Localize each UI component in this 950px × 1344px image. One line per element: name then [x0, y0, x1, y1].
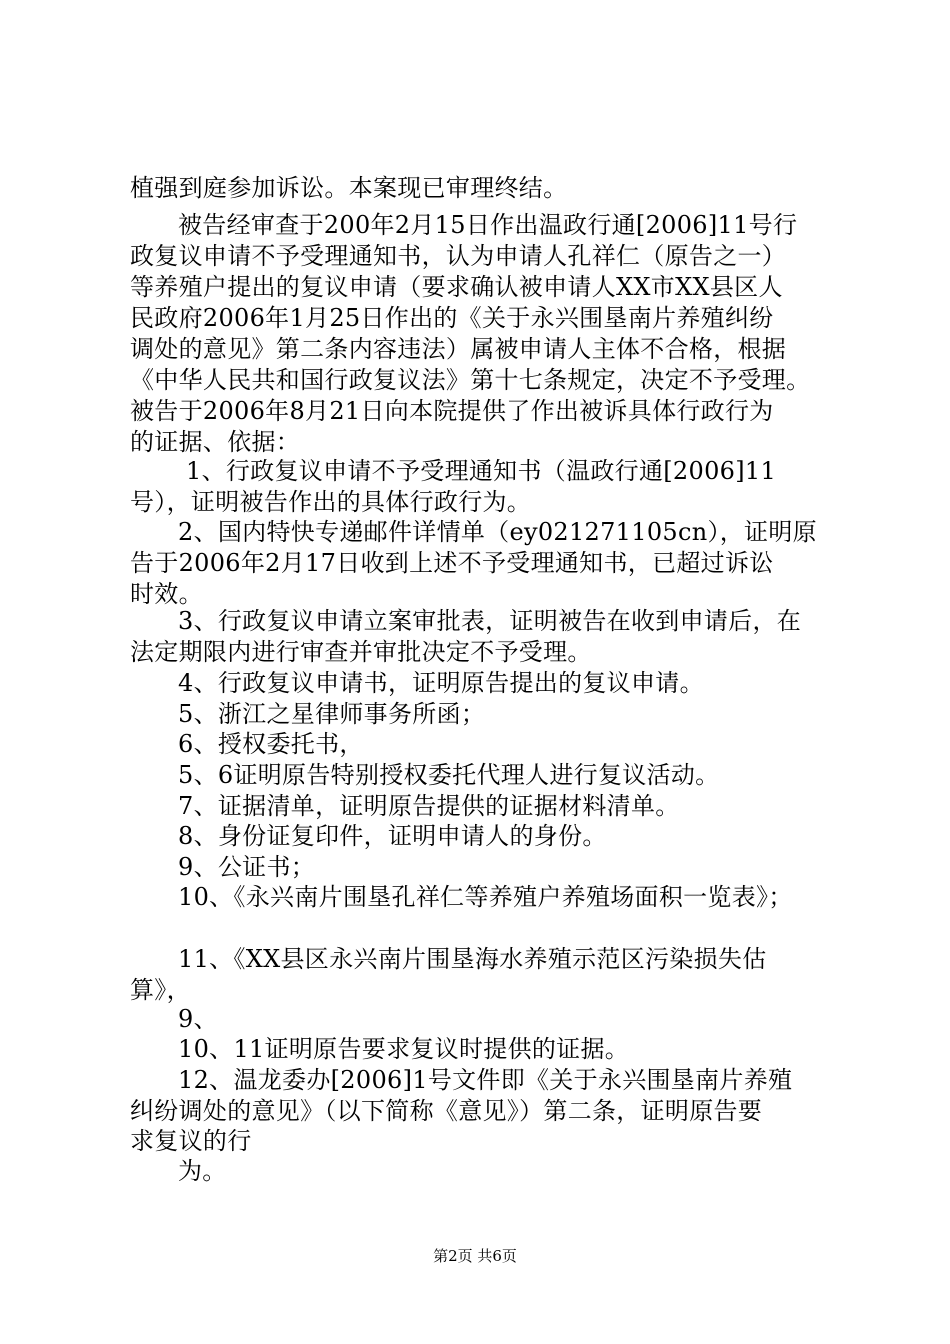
- text-line: 4、行政复议申请书，证明原告提出的复议申请。: [178, 669, 704, 697]
- text-line: 1、行政复议申请不予受理通知书（温政行通[2006]11: [186, 457, 777, 485]
- text-line: 6、授权委托书，: [178, 730, 364, 758]
- text-line: 告于2006年2月17日收到上述不予受理通知书，已超过诉讼: [130, 549, 774, 577]
- text-line: 政复议申请不予受理通知书，认为申请人孔祥仁（原告之一）: [130, 242, 787, 270]
- text-line: 8、身份证复印件，证明申请人的身份。: [178, 822, 607, 850]
- text-line: 为。: [178, 1157, 227, 1185]
- text-line: 求复议的行: [130, 1127, 252, 1155]
- text-line: 9、公证书；: [178, 853, 316, 881]
- text-line: 调处的意见》第二条内容违法）属被申请人主体不合格，根据: [130, 335, 787, 363]
- text-line: 2、国内特快专递邮件详情单（ey021271105cn），证明原: [178, 518, 817, 546]
- text-line: 时效。: [130, 580, 203, 608]
- text-line: 法定期限内进行审查并审批决定不予受理。: [130, 638, 592, 666]
- text-line: 9、: [178, 1005, 218, 1033]
- text-line: 民政府2006年1月25日作出的《关于永兴围垦南片养殖纠纷: [130, 304, 774, 332]
- text-line: 的证据、依据：: [130, 428, 301, 456]
- text-line: 被告经审查于200年2月15日作出温政行通[2006]11号行: [178, 211, 798, 239]
- text-line: 11、《XX县区永兴南片围垦海水养殖示范区污染损失估: [178, 945, 767, 973]
- page-number-footer: 第2页 共6页: [433, 1247, 517, 1265]
- text-line: 3、行政复议申请立案审批表，证明被告在收到申请后，在: [178, 607, 802, 635]
- text-line: 10、《永兴南片围垦孔祥仁等养殖户养殖场面积一览表》；: [178, 883, 793, 911]
- text-line: 5、浙江之星律师事务所函；: [178, 700, 486, 728]
- text-line: 10、11证明原告要求复议时提供的证据。: [178, 1035, 630, 1063]
- text-line: 号），证明被告作出的具体行政行为。: [130, 488, 532, 516]
- text-line: 5、6证明原告特别授权委托代理人进行复议活动。: [178, 761, 720, 789]
- text-line: 7、证据清单，证明原告提供的证据材料清单。: [178, 792, 680, 820]
- text-line: 算》，: [130, 976, 191, 1004]
- text-line: 《中华人民共和国行政复议法》第十七条规定，决定不予受理。: [130, 366, 811, 394]
- text-line: 被告于2006年8月21日向本院提供了作出被诉具体行政行为: [130, 397, 774, 425]
- text-line: 12、温龙委办[2006]1号文件即《关于永兴围垦南片养殖: [178, 1066, 793, 1094]
- text-line: 等养殖户提出的复议申请（要求确认被申请人XX市XX县区人: [130, 273, 783, 301]
- text-line: 纠纷调处的意见》（以下简称《意见》）第二条，证明原告要: [130, 1097, 763, 1125]
- text-line: 植强到庭参加诉讼。本案现已审理终结。: [130, 174, 568, 202]
